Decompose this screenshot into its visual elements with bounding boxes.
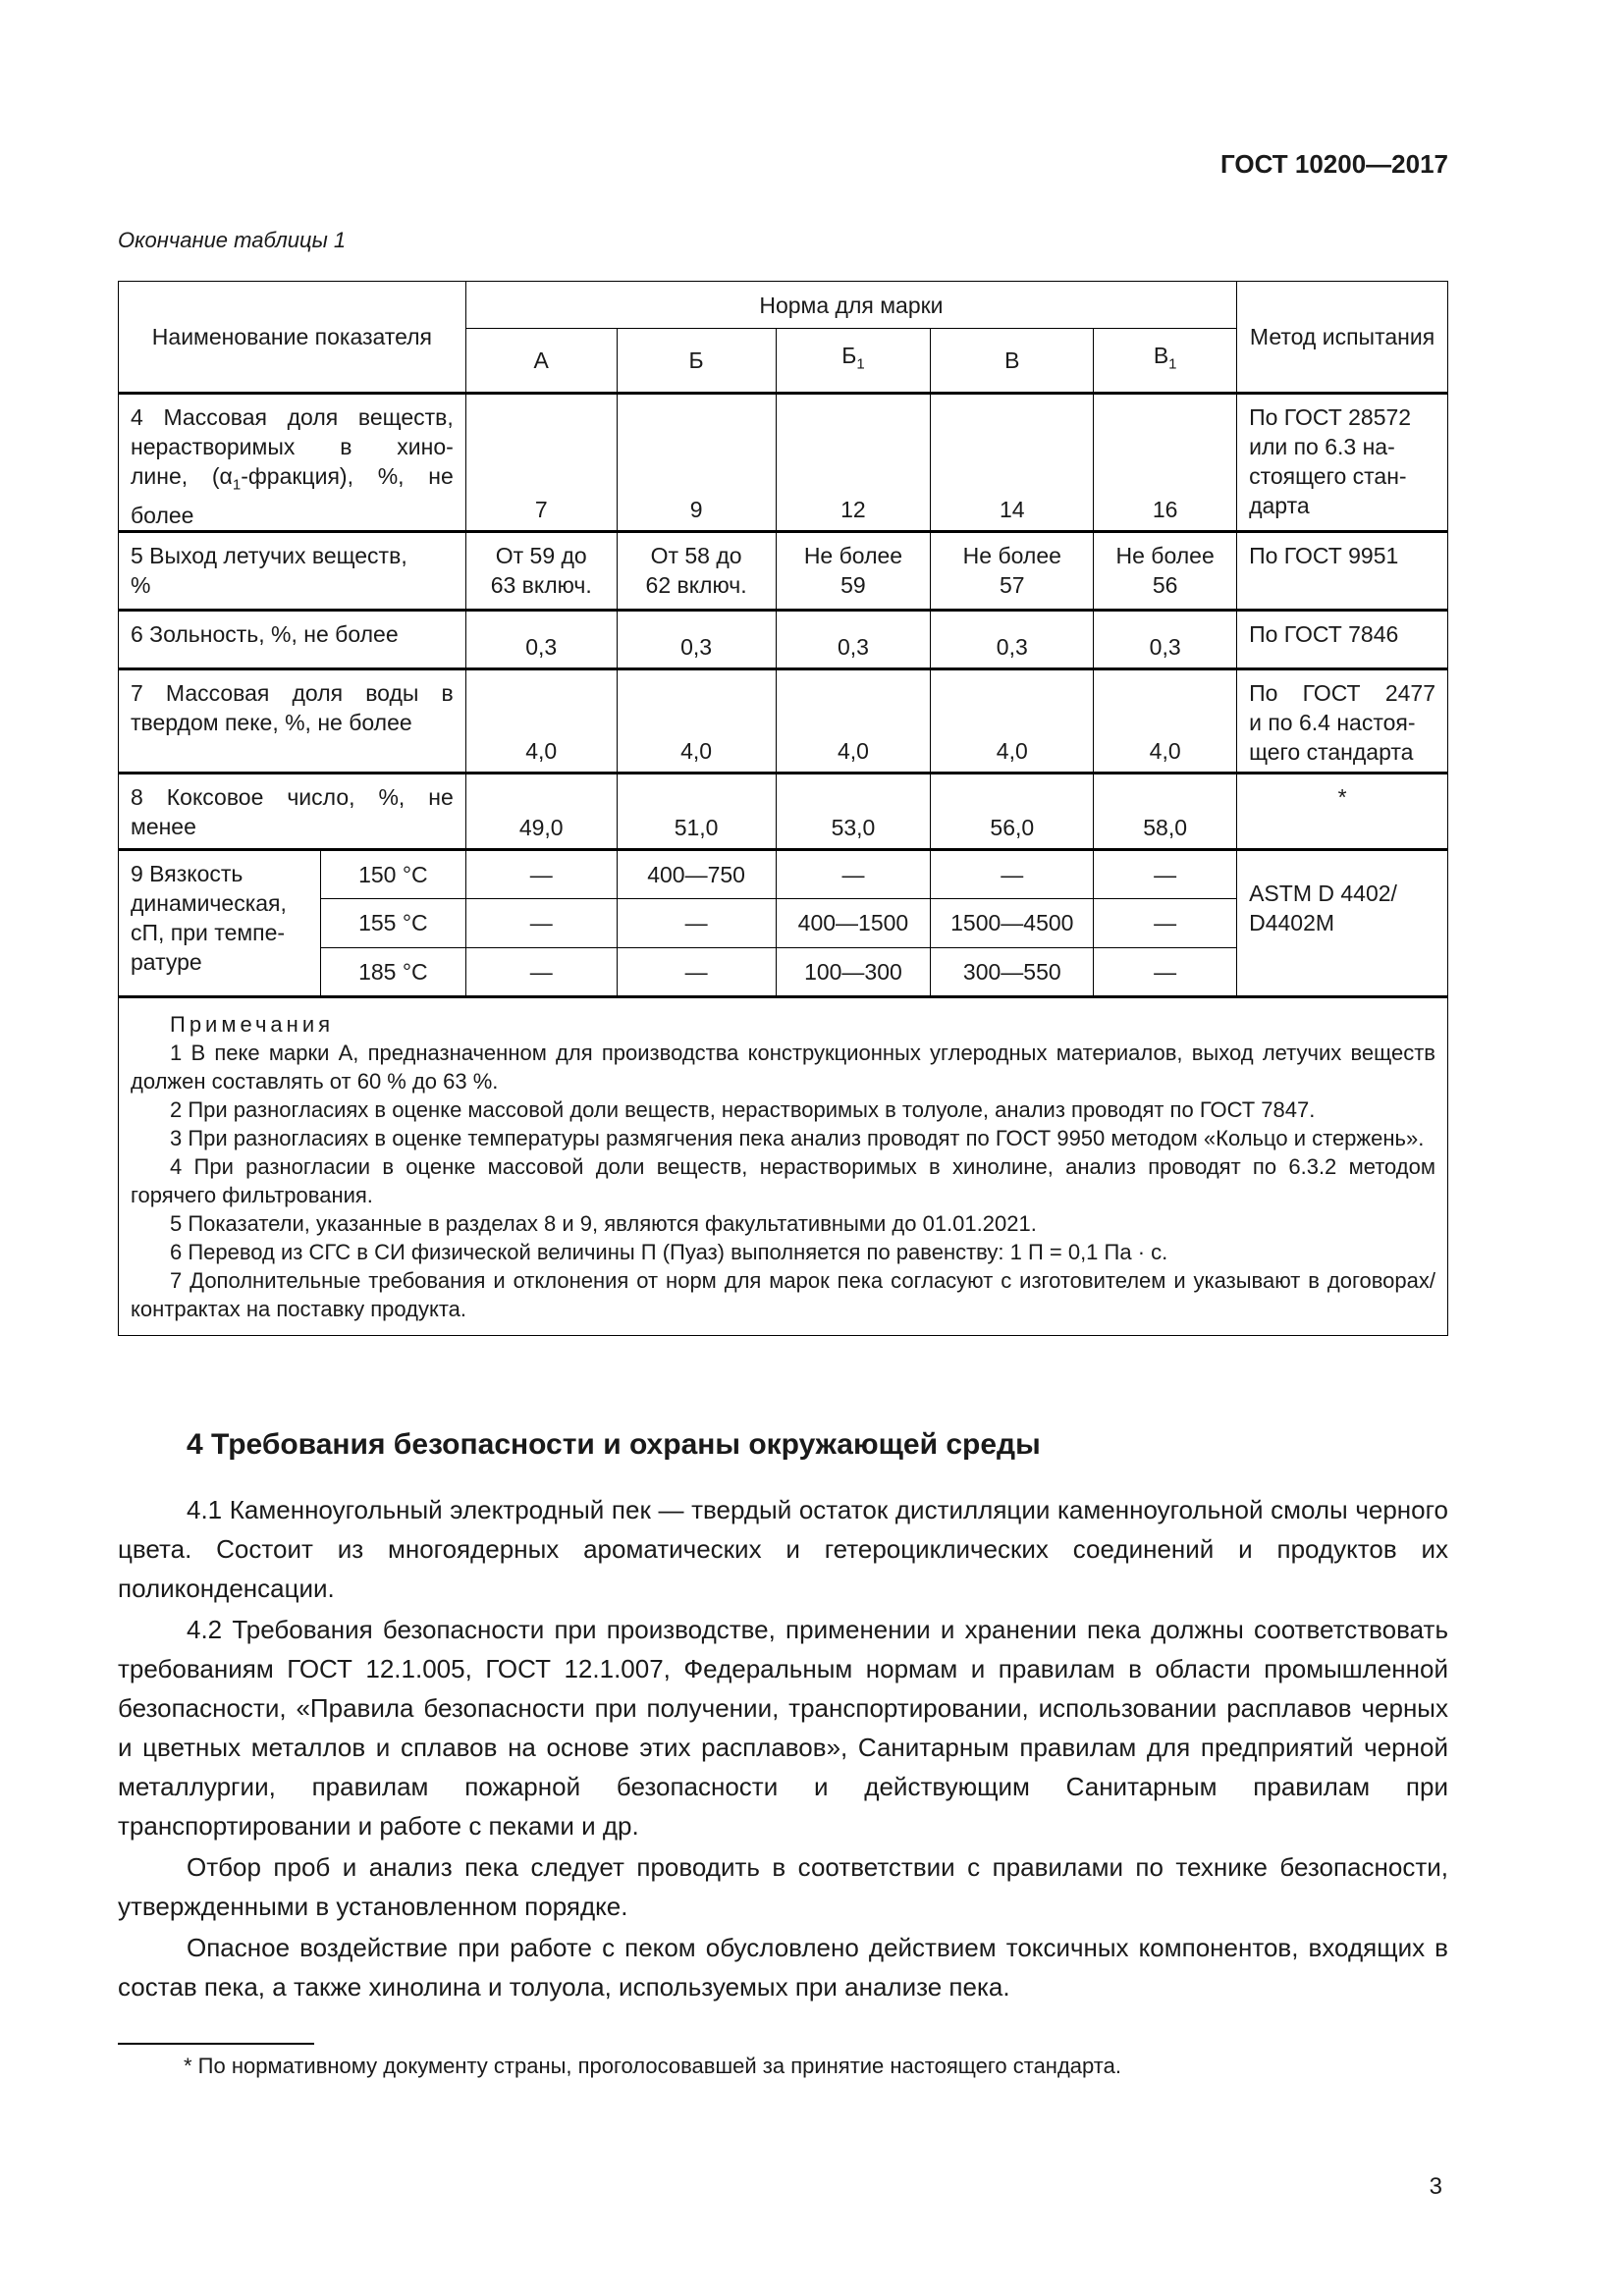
temperature-cell: 150 °C [320, 849, 465, 898]
method-cell: По ГОСТ 2477 и по 6.4 настоя- щего стандарта [1237, 668, 1448, 773]
method-cell: По ГОСТ 7846 [1237, 610, 1448, 668]
temperature-cell: 155 °C [320, 898, 465, 947]
grade-header: $Б_1$ [776, 329, 931, 394]
value-cell: От 58 до 62 включ. [617, 531, 776, 610]
section-body [118, 1490, 1448, 2008]
value-cell: 58,0 [1094, 773, 1237, 849]
value-cell: 4,0 [931, 668, 1094, 773]
value-cell: Не более 59 [776, 531, 931, 610]
grade-header: В [931, 329, 1094, 394]
indicator-name: 5 Выход летучих веществ, % [119, 531, 466, 610]
value-cell: 12 [776, 394, 931, 532]
value-cell: 0,3 [931, 610, 1094, 668]
value-cell: Не более 56 [1094, 531, 1237, 610]
header-grade-norm: Норма для марки [465, 282, 1236, 329]
grade-header: $В_1$ [1094, 329, 1237, 394]
note-item: 1 В пеке марки А, предназначенном для производства конструкционных углеродных материалов, выход летучих веществ должен составлять от 60 % до 63 %. [131, 1040, 1435, 1094]
value-cell: 16 [1094, 394, 1237, 532]
value-cell: 51,0 [617, 773, 776, 849]
value-cell: 400—1500 [776, 898, 931, 947]
value-cell: — [617, 898, 776, 947]
paragraph: Отбор проб и анализ пека следует проводить в соответствии с правилами по технике безопасности, утвержденными в установленном порядке. [118, 1852, 1448, 1921]
value-cell: 7 [465, 394, 617, 532]
table-caption: Окончание таблицы 1 [118, 228, 347, 252]
note-item: 2 При разногласиях в оценке массовой доли веществ, нерастворимых в толуоле, анализ проводят по ГОСТ 7847. [170, 1096, 1316, 1122]
header-test-method: Метод испытания [1237, 282, 1448, 394]
value-cell: 53,0 [776, 773, 931, 849]
note-item: 3 При разногласиях в оценке температуры размягчения пека анализ проводят по ГОСТ 9950 методом «Кольцо и стержень». [170, 1125, 1425, 1150]
value-cell: 9 [617, 394, 776, 532]
value-cell: — [465, 947, 617, 996]
value-cell: — [1094, 849, 1237, 898]
value-cell: 100—300 [776, 947, 931, 996]
footnote: * По нормативному документу страны, проголосовавшей за принятие настоящего стандарта. [184, 2054, 1121, 2078]
value-cell: 4,0 [776, 668, 931, 773]
value-cell: 4,0 [465, 668, 617, 773]
value-cell: 0,3 [1094, 610, 1237, 668]
value-cell: — [465, 898, 617, 947]
paragraph: 4.1 Каменноугольный электродный пек — твердый остаток дистилляции каменноугольной смолы черного цвета. Состоит из многоядерных ароматических и гетероциклических соединений и продуктов их поликонденсации. [118, 1495, 1448, 1603]
value-cell: От 59 до 63 включ. [465, 531, 617, 610]
value-cell: 300—550 [931, 947, 1094, 996]
note-item: 4 При разногласии в оценке массовой доли веществ, нерастворимых в хинолине, анализ проводят по 6.3.2 методом горячего фильтрования. [131, 1153, 1435, 1207]
page-number: 3 [1429, 2173, 1442, 2200]
document-code: ГОСТ 10200—2017 [1220, 149, 1448, 179]
value-cell: — [1094, 947, 1237, 996]
table-row [119, 668, 1448, 773]
value-cell: Не более 57 [931, 531, 1094, 610]
value-cell: 4,0 [1094, 668, 1237, 773]
value-cell: 4,0 [617, 668, 776, 773]
indicator-name: 7 Массовая доля воды в твердом пеке, %, не более [119, 668, 466, 773]
note-item: 5 Показатели, указанные в разделах 8 и 9, являются факультативными до 01.01.2021. [170, 1210, 1037, 1236]
value-cell: 0,3 [617, 610, 776, 668]
header-indicator-name: Наименование показателя [119, 282, 466, 394]
indicator-name: 8 Коксовое число, %, не менее [119, 773, 466, 849]
value-cell: 400—750 [617, 849, 776, 898]
grade-header: А [465, 329, 617, 394]
indicator-name: 9 Вязкость динамическая, сП, при темпе- ратуре [119, 849, 321, 996]
grade-header: Б [617, 329, 776, 394]
value-cell: 14 [931, 394, 1094, 532]
method-cell: ASTM D 4402/ D4402M [1237, 849, 1448, 996]
method-cell: По ГОСТ 9951 [1237, 531, 1448, 610]
table-row [119, 531, 1448, 610]
value-cell: 1500—4500 [931, 898, 1094, 947]
value-cell: 0,3 [465, 610, 617, 668]
table-row [119, 394, 1448, 532]
value-cell: 56,0 [931, 773, 1094, 849]
paragraph: Опасное воздействие при работе с пеком обусловлено действием токсичных компонентов, входящих в состав пека, а также хинолина и толуола, используемых при анализе пека. [118, 1933, 1448, 2002]
method-cell: * [1237, 773, 1448, 849]
specification-table [118, 281, 1448, 1336]
indicator-name: 6 Зольность, %, не более [119, 610, 466, 668]
notes-title: Примечания [170, 1011, 335, 1037]
value-cell: — [931, 849, 1094, 898]
value-cell: — [465, 849, 617, 898]
value-cell: — [776, 849, 931, 898]
value-cell: 49,0 [465, 773, 617, 849]
table-notes [119, 996, 1448, 1335]
value-cell: — [617, 947, 776, 996]
table-row [119, 610, 1448, 668]
section-title: 4 Требования безопасности и охраны окружающей среды [187, 1428, 1041, 1461]
note-item: 7 Дополнительные требования и отклонения от норм для марок пека согласуют с изготовителем и указывают в договорах/контрактах на поставку продукта. [131, 1267, 1435, 1321]
value-cell: 0,3 [776, 610, 931, 668]
note-item: 6 Перевод из СГС в СИ физической величины П (Пуаз) выполняется по равенству: 1 П = 0,1 Па · с. [170, 1239, 1168, 1264]
temperature-cell: 185 °C [320, 947, 465, 996]
table-row [119, 849, 1448, 898]
method-cell: По ГОСТ 28572 или по 6.3 на- стоящего стан- дарта [1237, 394, 1448, 532]
indicator-name: 4 Массовая доля веществ, нерастворимых в хино- лине, $(\alpha_1-фракция)$, %, не более [119, 394, 466, 532]
footnote-divider [118, 2043, 314, 2045]
table-row [119, 773, 1448, 849]
value-cell: — [1094, 898, 1237, 947]
paragraph: 4.2 Требования безопасности при производстве, применении и хранении пека должны соответствовать требованиям ГОСТ 12.1.005, ГОСТ 12.1.007, Федеральным нормам и правилам в области промышленной безопасности, «Правила безопасности при получении, транспортировании, использовании расплавов черных и цветных металлов и сплавов на основе этих расплавов», Санитарным правилам для предприятий черной металлургии, правилам пожарной безопасности и действующим Санитарным правилам при транспортировании и работе с пеками и др. [118, 1615, 1448, 1841]
